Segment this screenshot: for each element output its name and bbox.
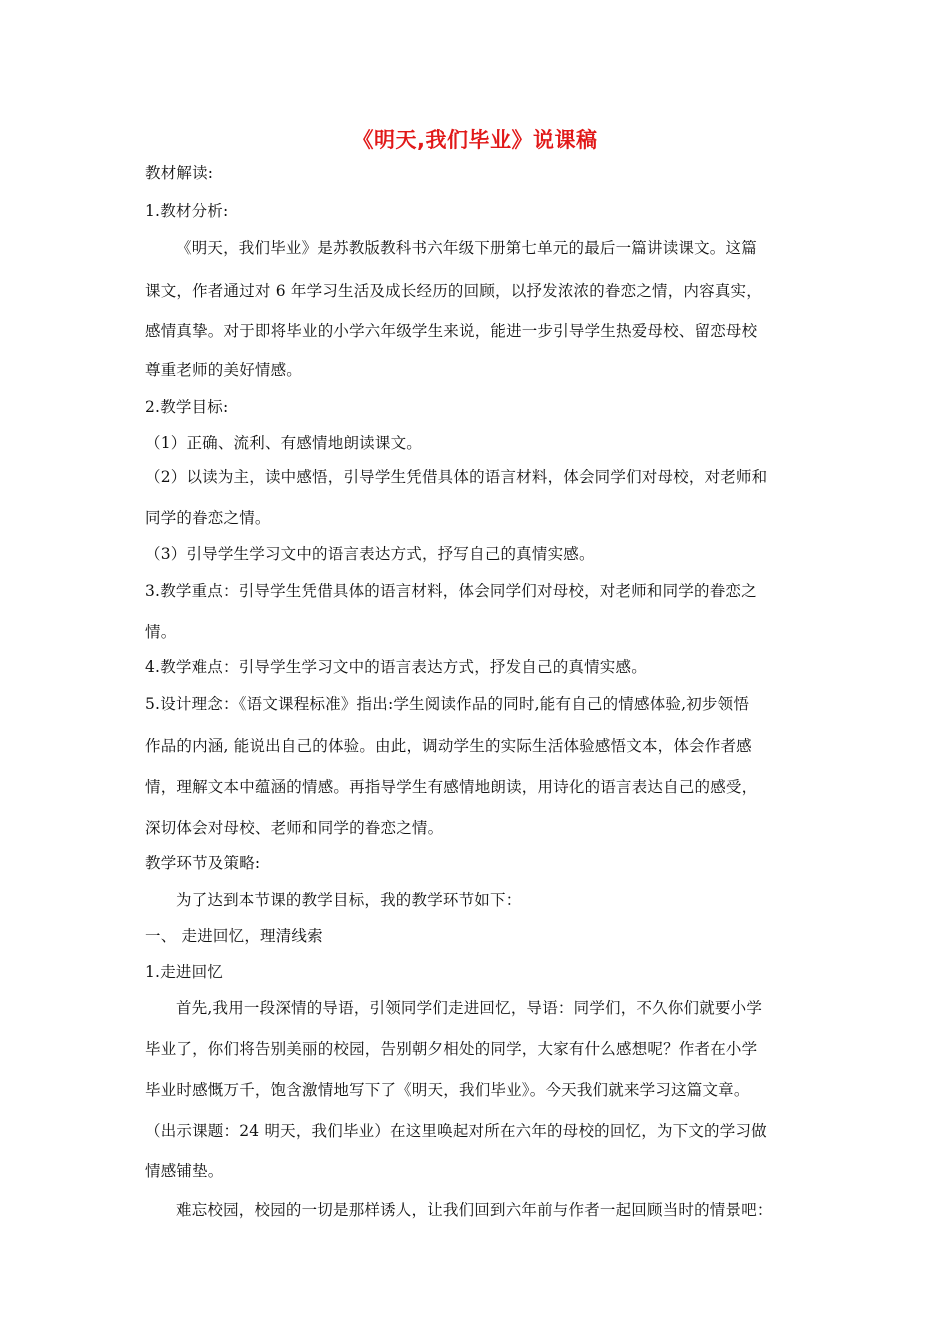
paragraph-line: 情。 — [145, 623, 177, 641]
paragraph-line: 同学的眷恋之情。 — [145, 509, 271, 527]
paragraph-line: 作品的内涵, 能说出自己的体验。由此，调动学生的实际生活体验感悟文本，体会作者感 — [145, 737, 752, 755]
paragraph-line: 情，理解文本中蕴涵的情感。再指导学生有感情地朗读，用诗化的语言表达自己的感受， — [145, 778, 758, 796]
paragraph-line: （出示课题：24 明天，我们毕业）在这里唤起对所在六年的母校的回忆，为下文的学习做 — [145, 1122, 767, 1140]
paragraph-line: 毕业了，你们将告别美丽的校园，告别朝夕相处的同学，大家有什么感想呢？作者在小学 — [145, 1040, 758, 1058]
paragraph-line: 《明天，我们毕业》是苏教版教科书六年级下册第七单元的最后一篇讲读课文。这篇 — [176, 239, 757, 257]
heading-teaching-goals: 2.教学目标: — [145, 398, 229, 416]
document-title: 《明天,我们毕业》说课稿 — [352, 128, 598, 152]
paragraph-line: 课文，作者通过对 6 年学习生活及成长经历的回顾，以抒发浓浓的眷恋之情，内容真实， — [145, 282, 762, 300]
paragraph-line: 为了达到本节课的教学目标，我的教学环节如下： — [176, 891, 522, 909]
paragraph-line: 深切体会对母校、老师和同学的眷恋之情。 — [145, 819, 444, 837]
heading-textbook-analysis: 1.教材分析: — [145, 202, 229, 220]
paragraph-line: 毕业时感慨万千，饱含激情地写下了《明天，我们毕业》。今天我们就来学习这篇文章。 — [145, 1081, 750, 1099]
paragraph-line: 5.设计理念：《语文课程标准》指出:学生阅读作品的同时,能有自己的情感体验,初步领悟 — [145, 695, 750, 713]
list-item: （2）以读为主，读中感悟，引导学生凭借具体的语言材料，体会同学们对母校，对老师和 — [145, 468, 768, 486]
paragraph-line: 难忘校园，校园的一切是那样诱人，让我们回到六年前与作者一起回顾当时的情景吧： — [176, 1201, 773, 1219]
paragraph-line: 3.教学重点：引导学生凭借具体的语言材料，体会同学们对母校，对老师和同学的眷恋之 — [145, 582, 757, 600]
section-heading: 一、 走进回忆，理清线索 — [145, 927, 323, 945]
paragraph-line: 首先,我用一段深情的导语，引领同学们走进回忆，导语：同学们，不久你们就要小学 — [176, 999, 763, 1017]
paragraph-line: 尊重老师的美好情感。 — [145, 361, 303, 379]
heading-textbook-reading: 教材解读: — [145, 164, 214, 182]
list-item: （3）引导学生学习文中的语言表达方式，抒写自己的真情实感。 — [145, 545, 595, 563]
paragraph-line: 情感铺垫。 — [145, 1162, 224, 1180]
heading-teaching-steps: 教学环节及策略: — [145, 854, 261, 872]
paragraph-line: 4.教学难点：引导学生学习文中的语言表达方式，抒发自己的真情实感。 — [145, 658, 647, 676]
subsection-heading: 1.走进回忆 — [145, 963, 223, 981]
list-item: （1）正确、流利、有感情地朗读课文。 — [145, 434, 422, 452]
paragraph-line: 感情真挚。对于即将毕业的小学六年级学生来说，能进一步引导学生热爱母校、留恋母校 — [145, 322, 758, 340]
